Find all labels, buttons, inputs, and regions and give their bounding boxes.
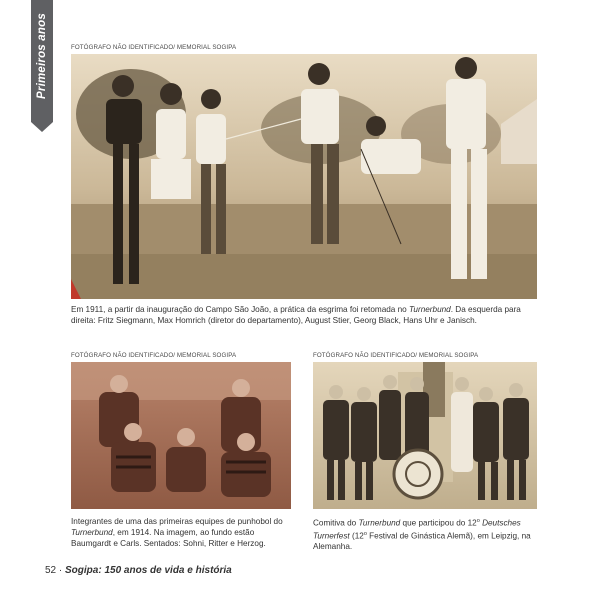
section-tab xyxy=(31,0,53,122)
caption-italic: Turnerbund xyxy=(71,528,113,537)
caption-text: Festival de Ginástica Alemã), em Leipzig, na Alemanha. xyxy=(313,531,531,552)
page-footer xyxy=(45,565,232,576)
caption-text: Integrantes de uma das primeiras equipes de punhobol do xyxy=(71,517,283,526)
caption-superscript: o xyxy=(476,518,480,524)
top-photo-credit: FOTÓGRAFO NÃO IDENTIFICADO/ MEMORIAL SOGIPA xyxy=(71,44,237,51)
caption-text: . Da esquerda para direita: Fritz Siegmann, Max Homrich (diretor do departamento), August Stier, Georg Black, Hans Uhr e Janisch. xyxy=(71,305,521,325)
caption-italic: Turnerbund xyxy=(409,305,451,314)
caption-text: Comitiva do xyxy=(313,518,359,528)
left-photo-caption xyxy=(71,516,291,549)
top-photo-caption xyxy=(71,304,539,326)
page-number: 52 xyxy=(45,565,57,576)
section-tab-label: Primeiros anos xyxy=(36,13,48,99)
right-photo-credit: FOTÓGRAFO NÃO IDENTIFICADO/ MEMORIAL SOGIPA xyxy=(313,352,479,359)
faustball-team-photo xyxy=(71,362,291,509)
book-title: Sogipa: 150 anos de vida e história xyxy=(65,565,232,576)
caption-text: (12 xyxy=(349,531,364,541)
caption-text: que participou do 12 xyxy=(400,518,477,528)
caption-italic: Turnerbund xyxy=(358,518,401,528)
caption-text: Em 1911, a partir da inauguração do Campo São João, a prática da esgrima foi retomada no xyxy=(71,305,410,314)
caption-text: , em 1914. Na imagem, ao fundo estão Baumgardt e Carls. Sentados: Sohni, Ritter e Herzog. xyxy=(71,528,266,548)
caption-superscript: o xyxy=(363,530,367,537)
right-photo-caption xyxy=(313,516,539,552)
caption-italic: Deutsches Turnerfest xyxy=(313,518,521,541)
left-photo-credit: FOTÓGRAFO NÃO IDENTIFICADO/ MEMORIAL SOGIPA xyxy=(71,352,237,359)
footer-separator: · xyxy=(56,565,66,576)
fencing-photo xyxy=(71,54,537,299)
delegation-photo xyxy=(313,362,537,509)
